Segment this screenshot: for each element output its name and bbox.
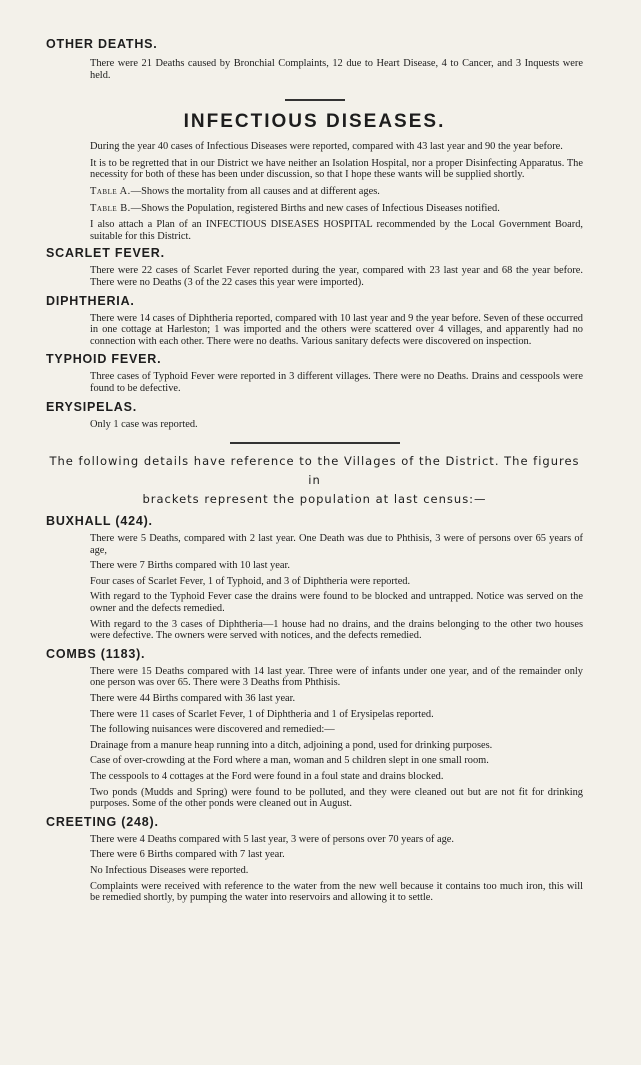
buxhall-heading: BUXHALL (424). [46, 514, 153, 529]
table-a-label: Table A. [90, 185, 131, 197]
infectious-p3: I also attach a Plan of an INFECTIOUS DISEASES HOSPITAL recommended by the Local Government Board, suitable for this District. [90, 219, 583, 242]
creeting-p2: There were 6 Births compared with 7 last year. [90, 849, 285, 861]
combs-p5: Drainage from a manure heap running into a ditch, adjoining a pond, used for drinking purposes. [90, 739, 493, 751]
buxhall-p5: With regard to the 3 cases of Diphtheria—1 house had no drains, and the drains belonging to the other two houses were defective. The owners were served with notices, and the defects remedied. [90, 618, 583, 642]
typhoid-heading: TYPHOID FEVER. [46, 352, 162, 367]
table-a-note [90, 186, 583, 198]
creeting-p4: Complaints were received with reference to the water from the new well because it contains too much iron, this will be remedied shortly, by pumping the water into reservoirs and allowing it to settle. [90, 880, 583, 904]
buxhall-p1: There were 5 Deaths, compared with 2 last year. One Death was due to Phthisis, 3 were of persons over 65 years of age, [90, 533, 583, 556]
typhoid-text: Three cases of Typhoid Fever were reported in 3 different villages. There were no Deaths. Drains and cesspools were found to be defective. [90, 371, 583, 394]
combs-p3: There were 11 cases of Scarlet Fever, 1 of Diphtheria and 1 of Erysipelas reported. [90, 708, 434, 720]
table-b-text: —Shows the Population, registered Births and new cases of Infectious Diseases notified. [130, 202, 500, 214]
erysipelas-block [46, 415, 583, 431]
creeting-p1: There were 4 Deaths compared with 5 last year, 3 were of persons over 70 years of age. [90, 833, 454, 845]
erysipelas-heading: ERYSIPELAS. [46, 399, 137, 414]
combs-p2: There were 44 Births compared with 36 last year. [90, 693, 296, 705]
combs-p1: There were 15 Deaths compared with 14 last year. Three were of infants under one year, and of the remainder only one person was over 65. There were 3 Deaths from Phthisis. [90, 665, 583, 689]
infectious-intro [46, 141, 583, 242]
other-deaths-heading: OTHER DEATHS. [46, 37, 158, 51]
infectious-diseases-title: INFECTIOUS DISEASES. [183, 111, 446, 133]
combs-heading: COMBS (1183). [46, 646, 146, 661]
diphtheria-text: There were 14 cases of Diphtheria reported, compared with 10 last year and 9 the year before. Seven of these occurred in one cottage at Harleston; 1 was imported and the others were scattered over 4 villages, and apparently had no connection with each other. There were no deaths. Various sanitary defects were discovered on inspection. [90, 312, 583, 347]
other-deaths-block [46, 52, 583, 81]
villages-intro-line1: The following details have reference to the Villages of the District. The figures in [49, 454, 580, 488]
table-b-note [90, 203, 583, 215]
table-a-text: —Shows the mortality from all causes and at different ages. [130, 185, 380, 197]
infectious-p2: It is to be regretted that in our District we have neither an Isolation Hospital, nor a proper Disinfecting Apparatus. The necessity for both of these has been under discussion, so that I hope these wants will be supplied shortly. [90, 157, 583, 181]
infectious-p1: During the year 40 cases of Infectious Diseases were reported, compared with 43 last year and 90 the year before. [90, 141, 563, 153]
combs-p7: The cesspools to 4 cottages at the Ford were found in a foul state and drains blocked. [90, 771, 444, 782]
buxhall-p2: There were 7 Births compared with 10 last year. [90, 560, 290, 572]
typhoid-block [46, 367, 583, 394]
diphtheria-block [46, 309, 583, 348]
buxhall-p4: With regard to the Typhoid Fever case the drains were found to be blocked and untrapped. Notice was served on the owner and the defects remedied. [90, 591, 583, 615]
buxhall-p3: Four cases of Scarlet Fever, 1 of Typhoid, and 3 of Diphtheria were reported. [90, 575, 411, 587]
scarlet-block [46, 261, 583, 288]
creeting-p3: No Infectious Diseases were reported. [90, 864, 249, 876]
combs-p8: Two ponds (Mudds and Spring) were found to be polluted, and they were cleaned out but are not fit for drinking purposes. Some of the other ponds were cleaned out in August. [90, 786, 583, 810]
combs-p6: Case of over-crowding at the Ford where a man, woman and 5 children slept in one small room. [90, 755, 489, 767]
diphtheria-heading: DIPHTHERIA. [46, 293, 135, 308]
scarlet-text: There were 22 cases of Scarlet Fever reported during the year, compared with 23 last year and 68 the year before. There were no Deaths (3 of the 22 cases this year were imported). [90, 265, 583, 288]
combs-block [46, 662, 583, 810]
table-b-label: Table B. [90, 202, 131, 214]
villages-intro-line2: brackets represent the population at last census:— [142, 492, 487, 507]
creeting-heading: CREETING (248). [46, 814, 159, 829]
other-deaths-text: There were 21 Deaths caused by Bronchial Complaints, 12 due to Heart Disease, 4 to Cancer, and 3 Inquests were held. [90, 58, 583, 81]
scarlet-fever-heading: SCARLET FEVER. [46, 246, 165, 261]
erysipelas-text: Only 1 case was reported. [90, 418, 198, 430]
creeting-block [46, 830, 583, 904]
villages-intro [46, 452, 583, 509]
buxhall-block [46, 529, 583, 642]
combs-p4: The following nuisances were discovered and remedied:— [90, 724, 335, 736]
